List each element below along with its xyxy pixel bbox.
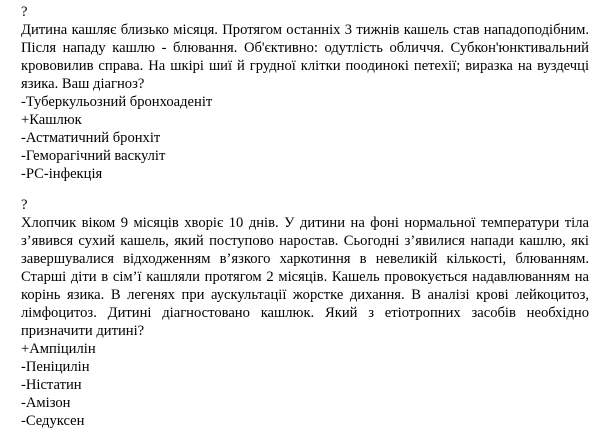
answer-option: -Астматичний бронхіт <box>21 130 161 146</box>
answer-options <box>21 93 589 183</box>
answer-option: -Седуксен <box>21 413 85 429</box>
answer-option: +Кашлюк <box>21 112 82 128</box>
question-marker: ? <box>21 4 28 20</box>
question-2 <box>21 196 589 430</box>
question-text: Дитина кашляє близько місяця. Протягом останніх 3 тижнів кашель став нападоподібним. Після нападу кашлю - блювання. Об'єктивно: одутлість обличчя. Субкон'юнктивальний крововилив справа. На шкірі шиї й грудної клітки поодинокі петехії; виразка на вуздечці язика. Ваш діагноз? <box>21 22 589 92</box>
answer-option: -Амізон <box>21 395 71 411</box>
answer-option: -Геморагічний васкуліт <box>21 148 166 164</box>
answer-option: -Ністатин <box>21 377 82 393</box>
answer-option: -РС-інфекція <box>21 166 103 182</box>
answer-option: -Пеніцилін <box>21 359 90 375</box>
question-text: Хлопчик віком 9 місяців хворіє 10 днів. У дитини на фоні нормальної температури тіла з’явився сухий кашель, який поступово наростав. Сьогодні з’явилися напади кашлю, які завершувалися відходженням в’язкого харкотиння в невеликій кількості, блюванням. Старші діти в сім’ї кашляли протягом 2 місяців. Кашель провокується надавлюванням на корінь язика. В легенях при аускультації жорстке дихання. В аналізі крові лейкоцитоз, лімфоцитоз. Дитині діагностовано кашлюк. Який з етіотропних засобів необхідно призначити дитині? <box>21 215 589 339</box>
answer-option: -Туберкульозний бронхоаденіт <box>21 94 213 110</box>
question-marker: ? <box>21 197 28 213</box>
answer-options <box>21 340 589 430</box>
question-1 <box>21 3 589 183</box>
answer-option: +Ампіцилін <box>21 341 96 357</box>
